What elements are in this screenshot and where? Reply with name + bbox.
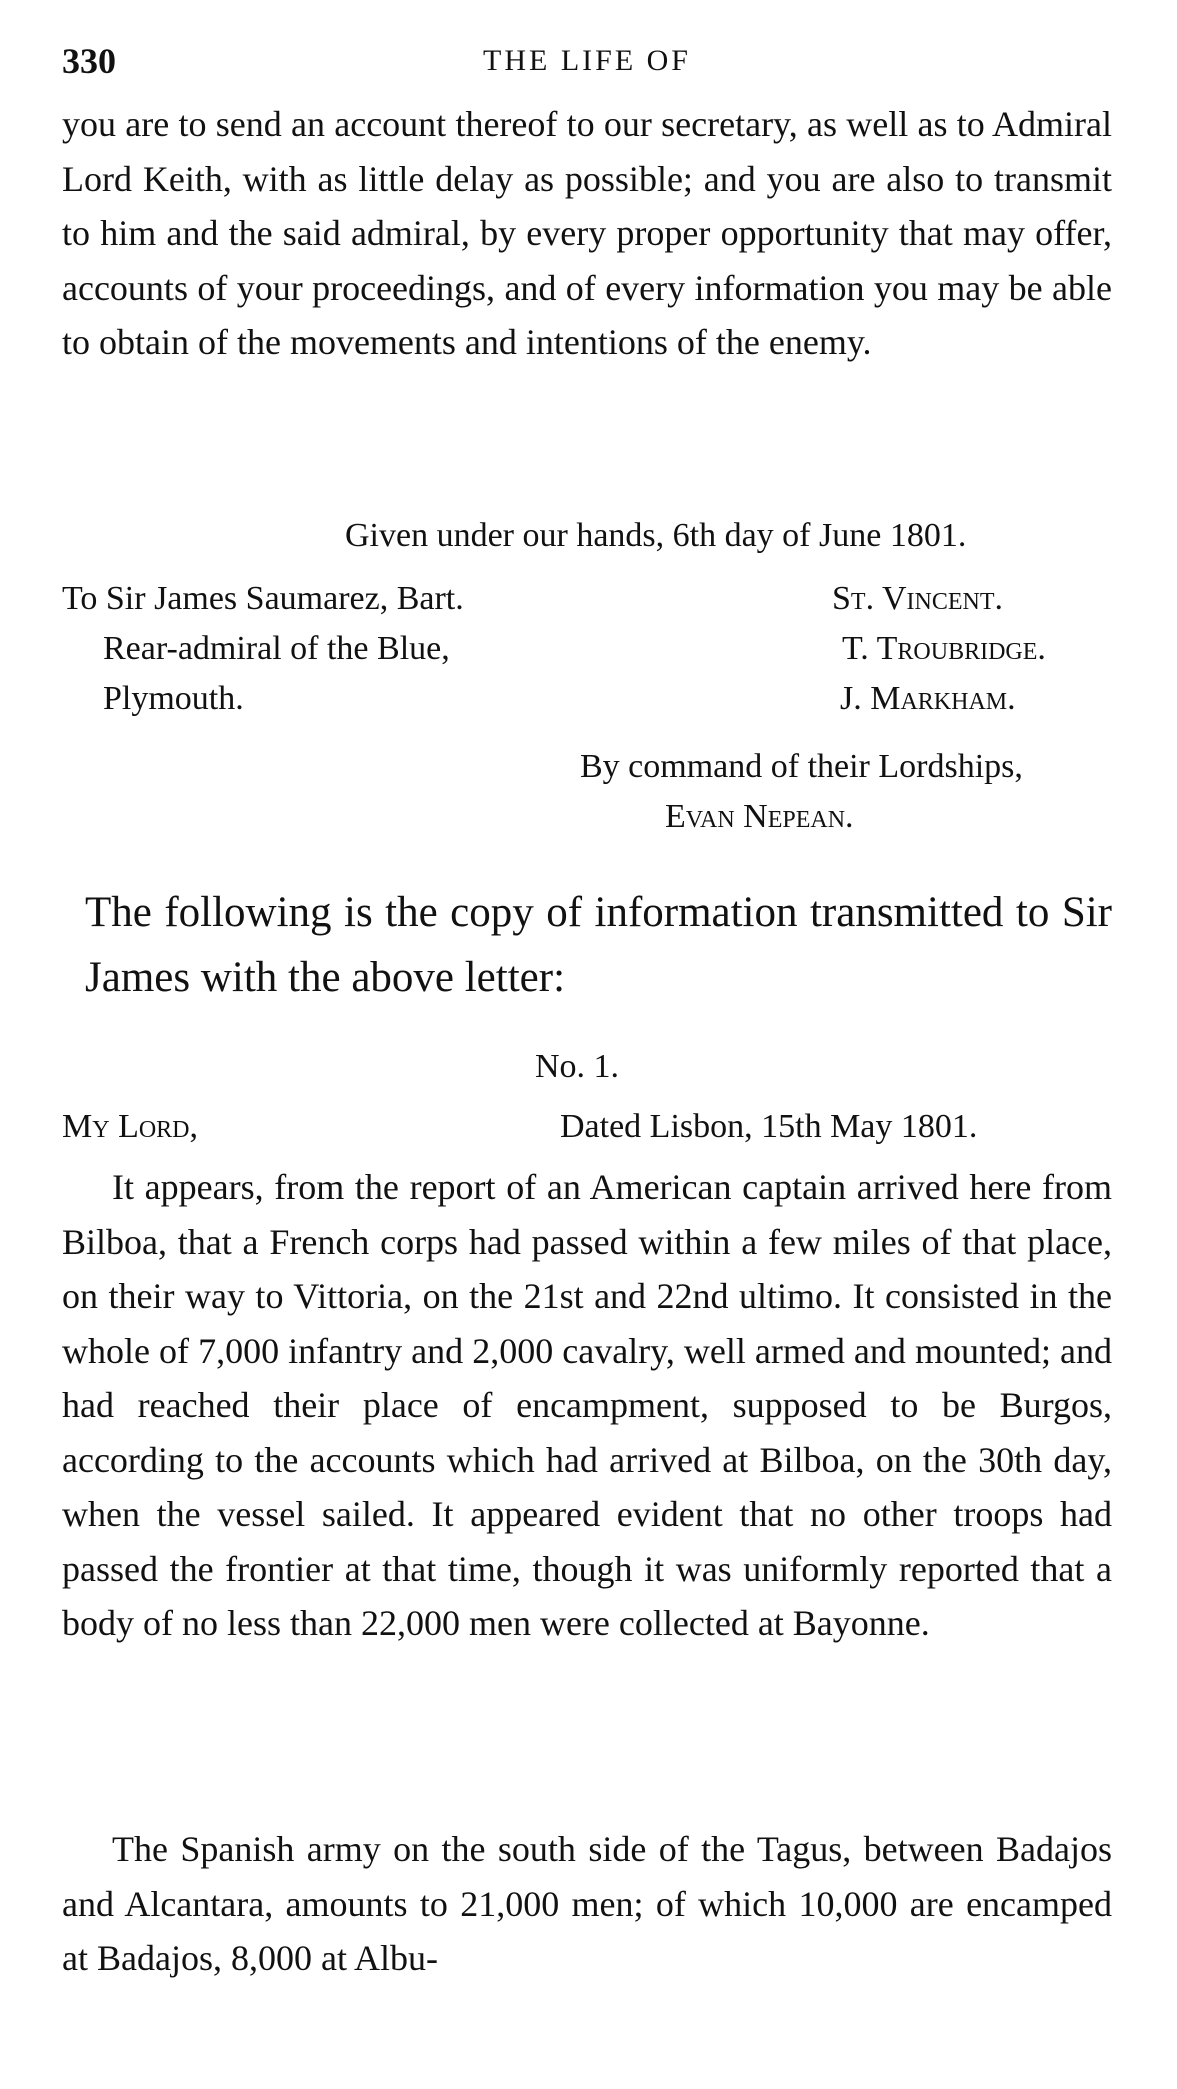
addressee-line-1: To Sir James Saumarez, Bart. xyxy=(62,580,464,617)
dateline: Dated Lisbon, 15th May 1801. xyxy=(560,1108,978,1145)
page-header xyxy=(62,40,1112,90)
addressee-line-2: Rear-admiral of the Blue, xyxy=(103,630,450,667)
opening-paragraph xyxy=(62,97,1112,370)
addressee-line-3: Plymouth. xyxy=(103,680,244,717)
document-paragraph-1 xyxy=(62,1160,1112,1651)
given-line: Given under our hands, 6th day of June 1801. xyxy=(345,517,967,554)
document-paragraph-1-text: It appears, from the report of an American captain arrived here from Bilboa, that a French corps had passed within a few miles of that place, on their way to Vittoria, on the 21st and 22nd ultimo. It consisted in the whole of 7,000 infantry and 2,000 cavalry, well armed and mounted; and had reached their place of encampment, supposed to be Burgos, according to the accounts which had arrived at Bilboa, on the 30th day, when the vessel sailed. It appeared evident that no other troops had passed the frontier at that time, though it was uniformly reported that a body of no less than 22,000 men were collected at Bayonne. xyxy=(62,1167,1112,1643)
secretary-name: Evan Nepean. xyxy=(665,798,854,835)
document-paragraph-2-text: The Spanish army on the south side of the Tagus, between Badajos and Alcantara, amounts to 21,000 men; of which 10,000 are encamped at Badajos, 8,000 at Albu- xyxy=(62,1829,1112,1978)
page-number: 330 xyxy=(62,41,116,81)
salutation: My Lord, xyxy=(62,1108,199,1145)
signatory-troubridge: T. Troubridge. xyxy=(842,630,1046,667)
section-heading: The following is the copy of information transmitted to Sir James with the above letter: xyxy=(85,889,1112,1001)
document-paragraph-2 xyxy=(62,1822,1112,1986)
signatory-st-vincent: St. Vincent. xyxy=(832,580,1003,617)
opening-paragraph-text: you are to send an account thereof to our secretary, as well as to Admiral Lord Keith, with as little delay as possible; and you are also to transmit to him and the said admiral, by every proper opportunity that may offer, accounts of your proceedings, and of every information you may be able to obtain of the movements and intentions of the enemy. xyxy=(62,104,1112,362)
signatory-markham: J. Markham. xyxy=(840,680,1016,717)
running-head: THE LIFE OF xyxy=(483,44,691,77)
document-number: No. 1. xyxy=(535,1048,620,1085)
by-command-line: By command of their Lordships, xyxy=(580,748,1023,785)
